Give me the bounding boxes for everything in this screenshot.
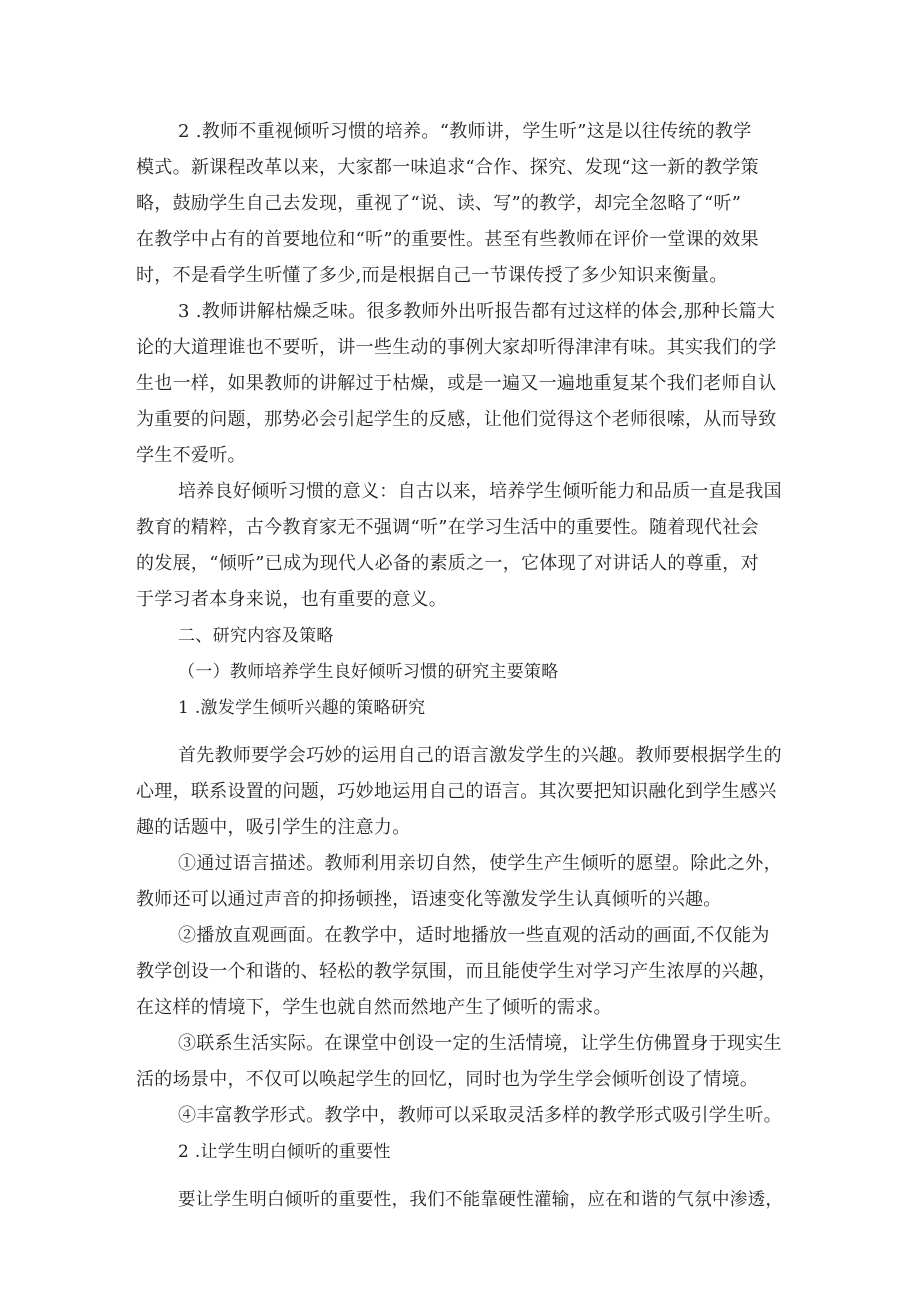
paragraph-line: 教学创设一个和谐的、轻松的教学氛围，而且能使学生对学习产生浓厚的兴趣， [136, 961, 777, 982]
paragraph-line: 在教学中占有的首要地位和“听”的重要性。甚至有些教师在评价一堂课的效果 [136, 229, 759, 250]
paragraph-line: 时，不是看学生听懂了多少,而是根据自己一节课传授了多少知识来衡量。 [136, 265, 728, 286]
paragraph-line: 为重要的问题，那势必会引起学生的反感，让他们觉得这个老师很嗦，从而导致 [136, 409, 777, 430]
paragraph-line: 心理，联系设置的问题，巧妙地运用自己的语言。其次要把知识融化到学生感兴 [136, 781, 777, 802]
paragraph-line: 于学习者本身来说，也有重要的意义。 [136, 589, 448, 610]
paragraph-line: 培养良好倾听习惯的意义：自古以来，培养学生倾听能力和品质一直是我国 [178, 481, 782, 502]
paragraph-line: 活的场景中，不仅可以唤起学生的回忆，同时也为学生学会倾听创设了情境。 [136, 1069, 759, 1090]
paragraph-line: 生也一样，如果教师的讲解过于枯燥，或是一遍又一遍地重复某个我们老师自认 [136, 373, 777, 394]
paragraph-line: 教育的精粹，古今教育家无不强调“听”在学习生活中的重要性。随着现代社会 [136, 517, 759, 538]
section-heading: 二、研究内容及策略 [178, 626, 334, 646]
subsection-heading: （一）教师培养学生良好倾听习惯的研究主要策略 [178, 662, 559, 682]
paragraph-line: 2 .教师不重视倾听习惯的培养。“教师讲，学生听”这是以往传统的教学 [178, 121, 752, 142]
paragraph-line: 教师还可以通过声音的抑扬顿挫，语速变化等激发学生认真倾听的兴趣。 [136, 889, 722, 910]
paragraph-line: 模式。新课程改革以来，大家都一味追求“合作、探究、发现“这一新的教学策 [136, 157, 759, 178]
paragraph-line: 趣的话题中，吸引学生的注意力。 [136, 817, 411, 838]
paragraph-line: 学生不爱听。 [136, 445, 246, 466]
paragraph-line: ①通过语言描述。教师利用亲切自然，使学生产生倾听的愿望。除此之外， [178, 853, 782, 874]
paragraph-line: 3 .教师讲解枯燥乏味。很多教师外出听报告都有过这样的体会,那种长篇大 [178, 301, 776, 322]
paragraph-line: 的发展，“倾听”已成为现代人必备的素质之一，它体现了对讲话人的尊重，对 [136, 553, 759, 574]
paragraph-line: 要让学生明白倾听的重要性，我们不能靠硬性灌输，应在和谐的气氛中渗透， [178, 1190, 784, 1210]
paragraph-line: 略，鼓励学生自己去发现，重视了“说、读、写”的教学，却完全忽略了“听” [136, 193, 742, 214]
paragraph-line: 首先教师要学会巧妙的运用自己的语言激发学生的兴趣。教师要根据学生的 [178, 745, 782, 766]
paragraph-line: ③联系生活实际。在课堂中创设一定的生活情境，让学生仿佛置身于现实生 [178, 1033, 782, 1054]
paragraph-line: ④丰富教学形式。教学中，教师可以采取灵活多样的教学形式吸引学生听。 [178, 1105, 782, 1126]
strategy-heading: 1 .激发学生倾听兴趣的策略研究 [178, 698, 426, 718]
strategy-heading: 2 .让学生明白倾听的重要性 [178, 1142, 391, 1162]
paragraph-line: ②播放直观画面。在教学中，适时地播放一些直观的活动的画面,不仅能为 [178, 925, 770, 946]
paragraph-line: 论的大道理谁也不要听，讲一些生动的事例大家却听得津津有味。其实我们的学 [136, 337, 777, 358]
paragraph-line: 在这样的情境下，学生也就自然而然地产生了倾听的需求。 [136, 997, 612, 1018]
